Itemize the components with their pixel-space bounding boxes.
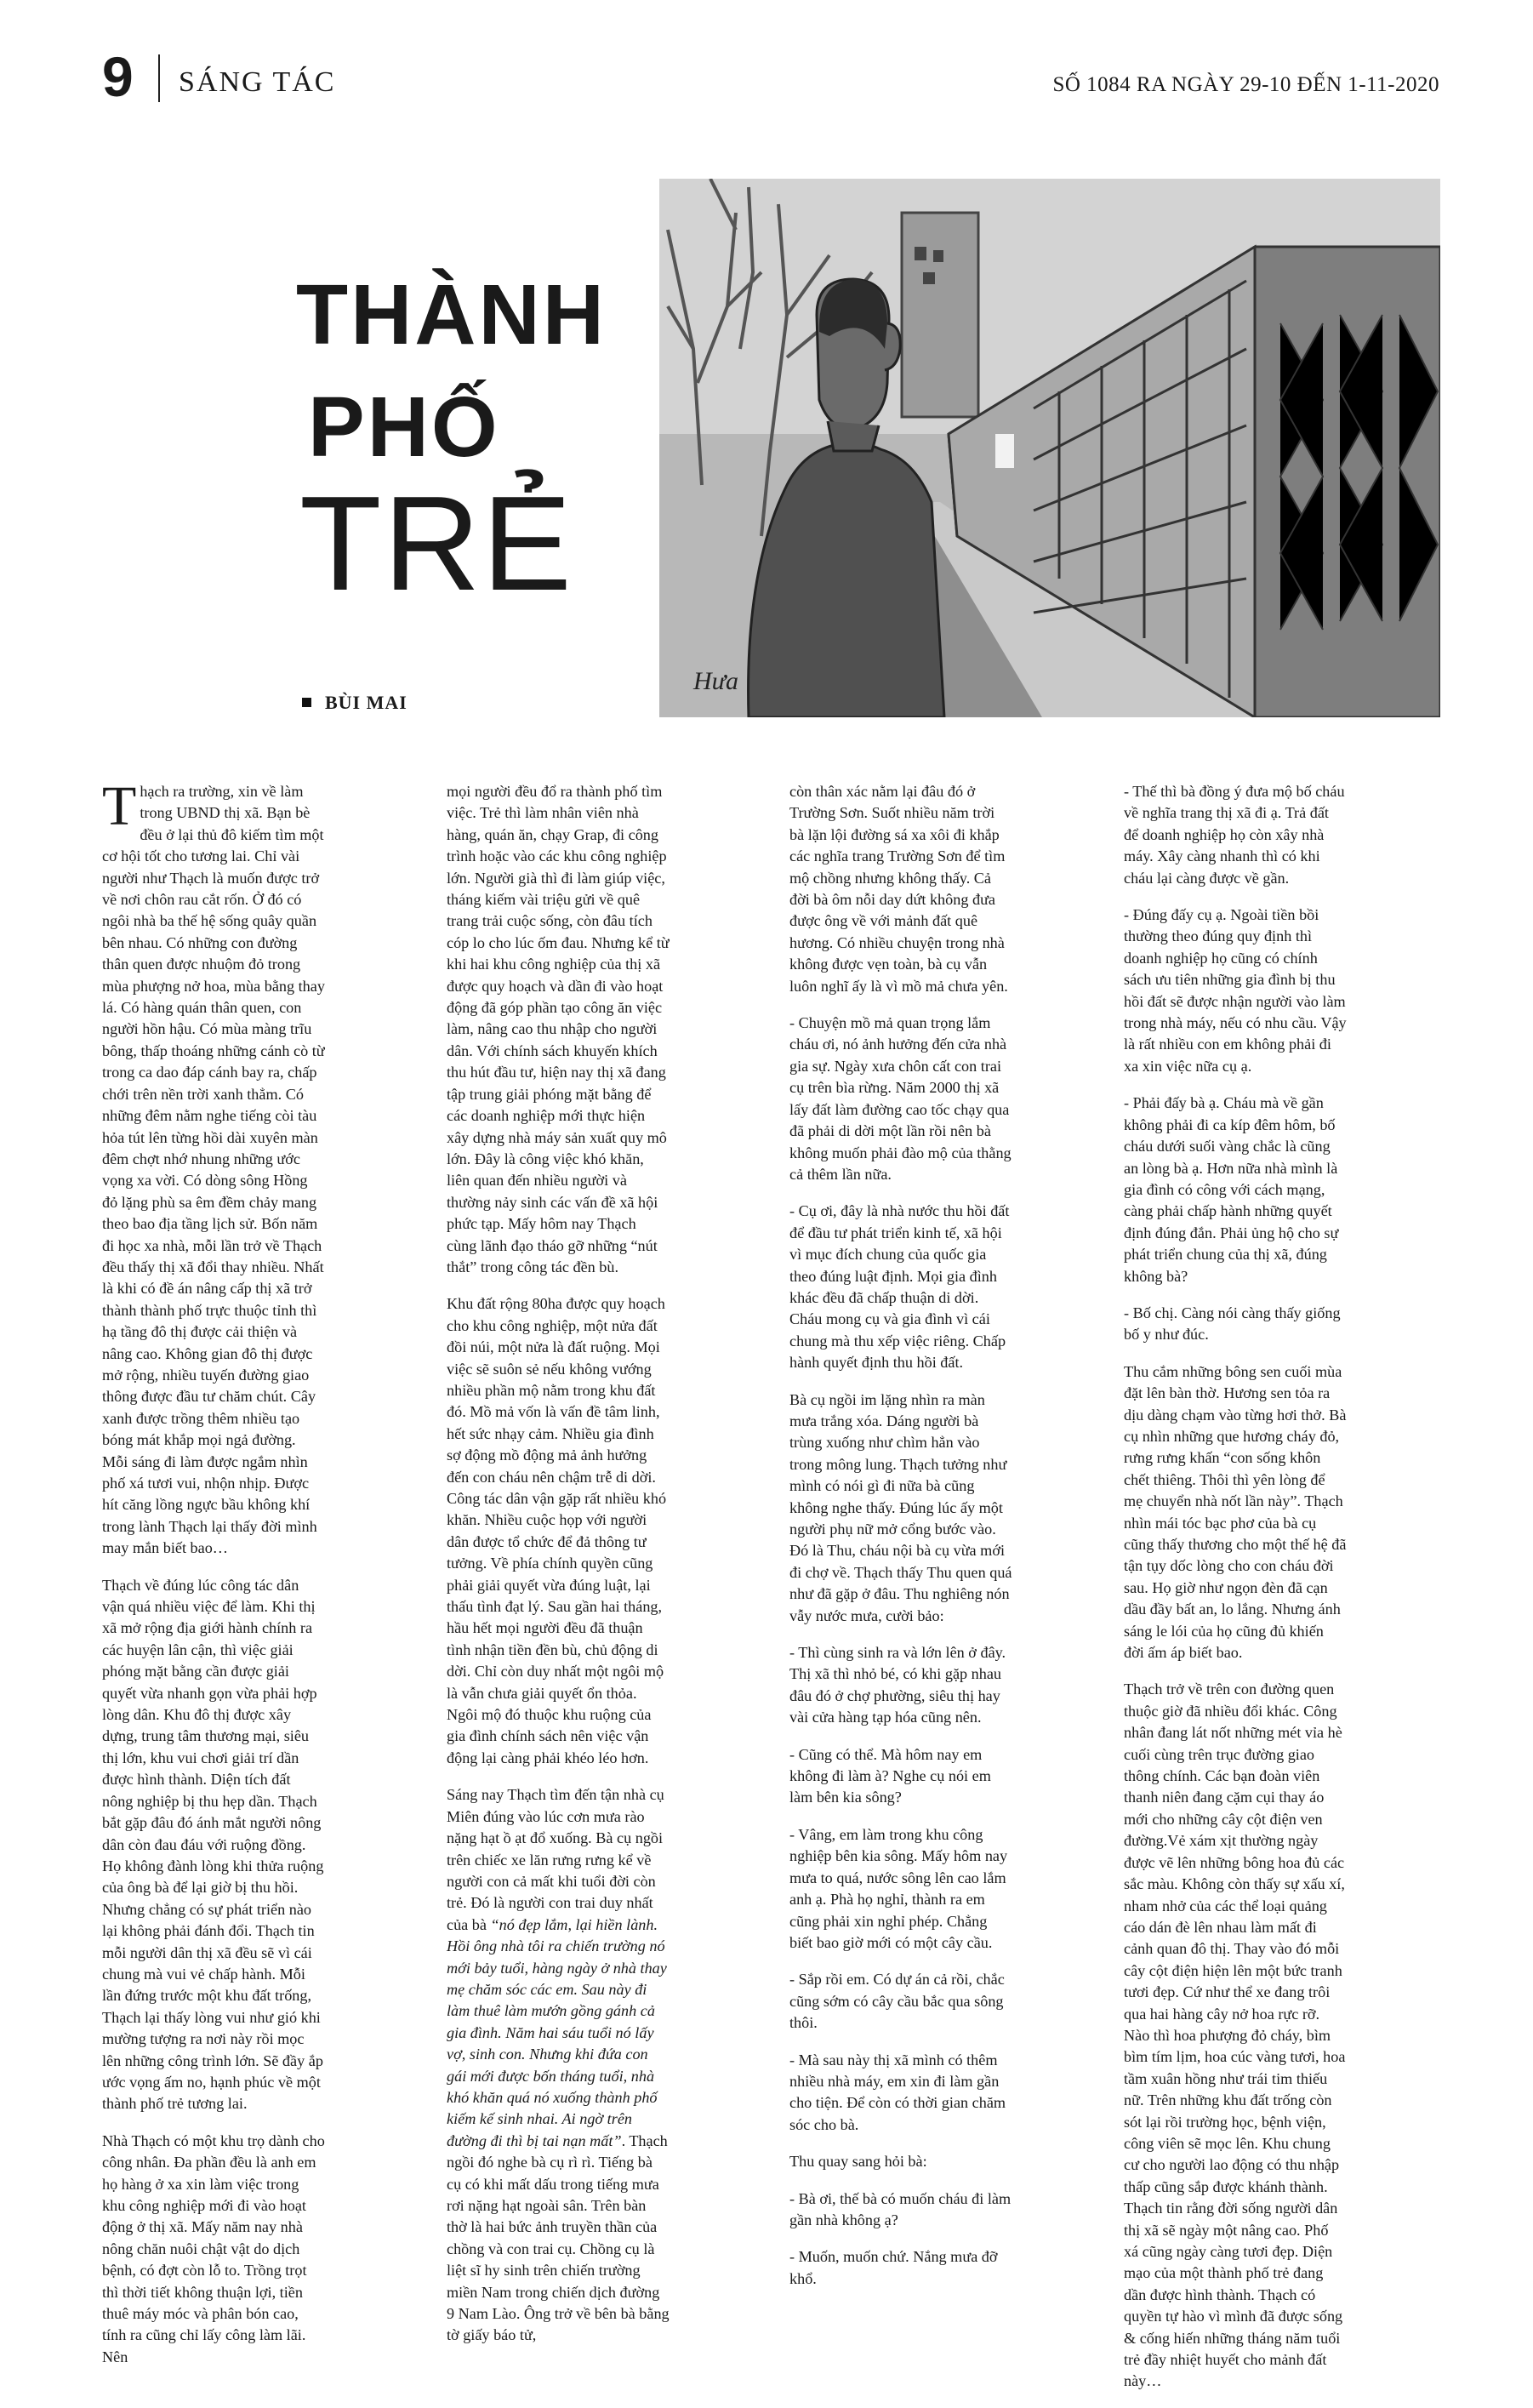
paragraph: - Phải đấy bà ạ. Cháu mà về gần không phải đi ca kíp đêm hôm, bố cháu dưới suối vàng chắc là cũng an lòng bà ạ. Hơn nữa nhà mình là gia đình có công với cách mạng, càng phải chấp hành những quyết định đúng đắn. Phải ủng hộ cho sự phát triển chung của thị xã, đúng không bà? <box>1124 1094 1339 1285</box>
paragraph: Sáng nay Thạch tìm đến tận nhà cụ Miên đúng vào lúc cơn mưa rào nặng hạt ồ ạt đổ xuống. Bà cụ ngồi trên chiếc xe lăn rưng rưng kể về người con cả mất khi tuổi đời còn trẻ. Đó là người con trai duy nhất của bà “nó đẹp lắm, lại hiền lành. Hồi ông nhà tôi ra chiến trường nó mới bảy tuổi, hàng ngày ở nhà thay mẹ chăm sóc các em. Sau này đi làm thuê làm mướn gồng gánh cả gia đình. Năm hai sáu tuổi nó lấy vợ, sinh con. Nhưng khi đứa con gái mới được bốn tháng tuổi, nhà khó khăn quá nó xuống thành phố kiếm kế sinh nhai. Ai ngờ trên đường đi thì bị tai nạn mất”. Thạch ngồi đó nghe bà cụ rì rì. Tiếng bà cụ có khi mất dấu trong tiếng mưa rơi nặng hạt ngoài sân. Trên bàn thờ là hai bức ảnh truyền thần của chồng và con trai cụ. Chồng cụ là liệt sĩ hy sinh trên chiến trường miền Nam trong chiến dịch đường 9 Nam Lào. Ông trở về bên bà bằng tờ giấy báo tử, <box>447 1786 670 2344</box>
article-title-line1: THÀNH <box>296 267 607 362</box>
author-byline <box>302 692 407 714</box>
paragraph: Thạch về đúng lúc công tác dân vận quá nhiều việc để làm. Khi thị xã mở rộng địa giới hành chính ra các huyện lân cận, thì việc giải phóng mặt bằng cần được giải quyết vừa nhanh gọn vừa phải hợp lòng dân. Khu đô thị được xây dựng, trung tâm thương mại, siêu thị lớn, khu vui chơi giải trí dần được hình thành. Diện tích đất nông nghiệp bị thu hẹp dần. Thạch bắt gặp đâu đó ánh mắt người nông dân còn đau đáu với ruộng đồng. Họ không đành lòng khi thửa ruộng của ông bà để lại giờ bị thu hồi. Nhưng chẳng có sự phát triển nào lại không phải đánh đổi. Thạch tin mỗi người dân thị xã đều sẽ vì cái chung mà vui vẻ chấp hành. Mỗi lần đứng trước một khu đất trống, Thạch lại thấy lòng vui như gió khi mường tượng ra nơi này rồi mọc lên những công trình lớn. Sẽ đầy ắp ước vọng ấm no, hạnh phúc về một thành phố trẻ tương lai. <box>102 1576 324 2113</box>
illustration <box>659 179 1440 717</box>
paragraph: - Chuyện mồ mả quan trọng lắm cháu ơi, nó ảnh hưởng đến cửa nhà gia sự. Ngày xưa chôn cất con trai cụ trên bìa rừng. Năm 2000 thị xã lấy đất làm đường cao tốc chạy qua đã phải di dời một lần rồi nên bà không muốn phải đào mộ của thằng cả thêm lần nữa. <box>789 1014 1012 1183</box>
article-column-2 <box>447 781 670 2362</box>
article-column-4 <box>1124 781 1347 2408</box>
paragraph: còn thân xác nằm lại đâu đó ở Trường Sơn. Suốt nhiều năm trời bà lặn lội đường sá xa xôi đi khắp các nghĩa trang Trường Sơn để tìm mộ chồng nhưng không thấy. Cả đời bà ôm nỗi day dứt không đưa được ông về với mảnh đất quê hương. Có nhiều chuyện trong nhà không được vẹn toàn, bà cụ vẫn luôn nghĩ ấy là vì mồ mả chưa yên. <box>789 783 1008 995</box>
paragraph: Khu đất rộng 80ha được quy hoạch cho khu công nghiệp, một nửa đất đồi núi, một nửa là đất ruộng. Mọi việc sẽ suôn sẻ nếu không vướng nhiều phần mộ nằm trong khu đất đó. Mồ mả vốn là vấn đề tâm linh, hết sức nhạy cảm. Nhiều gia đình sợ động mồ động mả ảnh hưởng đến con cháu nên chậm trễ di dời. Công tác dân vận gặp rất nhiều khó khăn. Nhiều cuộc họp với người dân được tổ chức để đả thông tư tưởng. Về phía chính quyền cũng phải giải quyết vừa đúng luật, lại thấu tình đạt lý. Sau gần hai tháng, hầu hết mọi người đều đã thuận tình nhận tiền đền bù, chủ động di dời. Chỉ còn duy nhất một ngôi mộ là vẫn chưa giải quyết ổn thỏa. Ngôi mộ đó thuộc khu ruộng của gia đình chính sách nên việc vận động lại càng phải khéo léo hơn. <box>447 1295 667 1766</box>
paragraph: - Mà sau này thị xã mình có thêm nhiều nhà máy, em xin đi làm gần cho tiện. Để còn có thời gian chăm sóc cho bà. <box>789 2051 1006 2133</box>
paragraph: Thu cắm những bông sen cuối mùa đặt lên bàn thờ. Hương sen tỏa ra dịu dàng chạm vào từng hơi thở. Bà cụ nhìn những que hương cháy đỏ, rưng rưng khấn “con sống khôn chết thiêng. Thôi thì yên lòng để mẹ chuyển nhà nốt lần này”. Thạch nhìn mái tóc bạc phơ của bà cụ cũng thấy thương cho một thế hệ đã tận tụy dốc lòng cho con cháu đời sau. Họ giờ như ngọn đèn đã cạn dầu đầy bất an, lo lắng. Nhưng ánh sáng le lói của họ cũng đủ khiến đời ấm áp biết bao. <box>1124 1362 1347 1662</box>
page-number: 9 <box>102 45 134 108</box>
section-name: SÁNG TÁC <box>179 66 336 98</box>
paragraph: - Bố chị. Càng nói càng thấy giống bố y như đúc. <box>1124 1304 1341 1344</box>
paragraph: - Thế thì bà đồng ý đưa mộ bố cháu về nghĩa trang thị xã đi ạ. Trả đất để doanh nghiệp họ còn xây nhà máy. Xây càng nhanh thì có khi cháu lại càng được về gần. <box>1124 783 1345 887</box>
paragraph: Bà cụ ngồi im lặng nhìn ra màn mưa trắng xóa. Dáng người bà trùng xuống như chìm hẳn vào trong mông lung. Thạch tưởng như mình có nói gì đi nữa bà cũng không nghe thấy. Đúng lúc ấy một người phụ nữ mở cổng bước vào. Đó là Thu, cháu nội bà cụ vừa mới đi chợ về. Thạch thấy Thu quen quá như đã gặp ở đâu. Thu nghiêng nón vẫy nước mưa, cười bảo: <box>789 1390 1012 1624</box>
page-header <box>102 43 1439 111</box>
article-title-line3: TRẺ <box>299 469 573 619</box>
issue-info: SỐ 1084 RA NGÀY 29-10 ĐẾN 1-11-2020 <box>1052 73 1439 96</box>
paragraph: - Bà ơi, thế bà có muốn cháu đi làm gần nhà không ạ? <box>789 2189 1012 2228</box>
drop-cap: T <box>102 775 137 837</box>
paragraph: - Muốn, muốn chứ. Nắng mưa đỡ khổ. <box>789 2248 998 2287</box>
header-divider <box>158 54 160 102</box>
paragraph: Thạch trở về trên con đường quen thuộc giờ đã nhiều đổi khác. Công nhân đang lát nốt những mét vỉa hè cuối cùng trên trục đường giao thông chính. Các bạn đoàn viên thanh niên đang cặm cụi thay áo mới cho những cây cột điện ven đường.Vẻ xám xịt thường ngày được vẽ lên những bông hoa đủ các sắc màu. Không còn thấy sự xấu xí, nham nhở của các thể loại quảng cáo dán đè lên nhau làm mất đi cảnh quan đô thị. Thay vào đó mỗi cây cột điện hiện lên một bức tranh tươi đẹp. Cứ như thể xe đang trôi qua hai hàng cây nở hoa rực rỡ. Nào thì hoa phượng đỏ cháy, bìm bìm tím lịm, hoa cúc vàng tươi, hoa tầm xuân hồng như trái tim thiếu nữ. Trên những khu đất trống còn sót lại rồi trường học, bệnh viện, công viên sẽ mọc lên. Khu chung cư cho người lao động có thu nhập thấp cũng sắp được khánh thành. Thạch tin rằng đời sống người dân thị xã sẽ ngày một nâng cao. Phố xá cũng ngày càng tươi đẹp. Diện mạo của một thành phố trẻ đang dần được hình thành. Thạch có quyền tự hào vì mình đã được sống & cống hiến những tháng năm tuổi trẻ đầy nhiệt huyết cho mảnh đất này… <box>1124 1680 1346 2390</box>
paragraph: Nhà Thạch có một khu trọ dành cho công nhân. Đa phần đều là anh em họ hàng ở xa xin làm việc trong khu công nghiệp mới đi vào hoạt động ở thị xã. Mấy năm nay nhà nông chăn nuôi chật vật do dịch bệnh, có đợt còn lỗ to. Trồng trọt thì thời tiết không thuận lợi, tiền thuê máy móc và phân bón cao, tính ra cũng chỉ lấy công làm lãi. Nên <box>102 2131 325 2365</box>
article-column-1 <box>102 775 325 2383</box>
paragraph: - Sắp rồi em. Có dự án cả rồi, chắc cũng sớm có cây cầu bắc qua sông thôi. <box>789 1971 1005 2032</box>
paragraph: mọi người đều đổ ra thành phố tìm việc. Trẻ thì làm nhân viên nhà hàng, quán ăn, chạy Grap, đi công trình hoặc vào các khu công nghiệp lớn. Người già thì đi làm giúp việc, tháng kiếm vài triệu gửi về quê trang trải cuộc sống, còn đâu tích cóp lo cho lúc ốm đau. Nhưng kể từ khi hai khu công nghiệp của thị xã được quy hoạch và dần đi vào hoạt động đã góp phần tạo công ăn việc làm, nâng cao thu nhập cho người dân. Với chính sách khuyến khích thu hút đầu tư, hiện nay thị xã đang tập trung giải phóng mặt bằng để các doanh nghiệp mới thực hiện xây dựng nhà máy sản xuất quy mô lớn. Đây là công việc khó khăn, liên quan đến nhiều người và thường nảy sinh các vấn đề xã hội phức tạp. Mấy hôm nay Thạch cùng lãnh đạo tháo gỡ những “nút thắt” trong công tác đền bù. <box>447 783 670 1275</box>
quote-italic: “nó đẹp lắm, lại hiền lành. Hồi ông nhà tôi ra chiến trường nó mới bảy tuổi, hàng ngày ở nhà thay mẹ chăm sóc các em. Sau này đi làm thuê làm mướn gồng gánh cả gia đình. Năm hai sáu tuổi nó lấy vợ, sinh con. Nhưng khi đứa con gái mới được bốn tháng tuổi, nhà khó khăn quá nó xuống thành phố kiếm kế sinh nhai. Ai ngờ trên đường đi thì bị tai nạn mất” <box>447 1915 667 2149</box>
article-column-3 <box>789 781 1012 2305</box>
illustration-signature: Hưa <box>693 667 739 695</box>
paragraph: - Cụ ơi, đây là nhà nước thu hồi đất để đầu tư phát triển kinh tế, xã hội vì mục đích chung của quốc gia theo đúng luật định. Mọi gia đình khác đều đã chấp thuận di dời. Cháu mong cụ và gia đình vì cái chung mà thu xếp việc riêng. Chấp hành quyết định thu hồi đất. <box>789 1202 1010 1372</box>
article-title-line2: PHỐ <box>308 379 500 475</box>
paragraph: - Đúng đấy cụ ạ. Ngoài tiền bồi thường theo đúng quy định thì doanh nghiệp họ cũng có chính sách ưu tiên những gia đình bị thu hồi đất sẽ được nhận người vào làm trong nhà máy, nếu có nhu cầu. Vậy là rất nhiều con em không phải đi xa xin việc nữa cụ ạ. <box>1124 906 1347 1075</box>
paragraph: - Cũng có thể. Mà hôm nay em không đi làm à? Nghe cụ nói em làm bên kia sông? <box>789 1745 991 1806</box>
paragraph: Thạch ra trường, xin về làm trong UBND thị xã. Bạn bè đều ở lại thủ đô kiếm tìm một cơ hội tốt cho tương lai. Chỉ vài người như Thạch là muốn được trở về nơi chôn rau cắt rốn. Ở đó có ngôi nhà ba thế hệ sống quây quần bên nhau. Có những con đường thân quen được nhuộm đỏ trong mùa phượng nở hoa, mùa bằng thay lá. Có hàng quán thân quen, con người hồn hậu. Có mùa màng trĩu bông, thấp thoáng những cánh cò từ trong ca dao đáp cánh bay ra, chấp chới trên nền trời xanh thẳm. Có những đêm nằm nghe tiếng còi tàu hỏa tút lên từng hồi dài xuyên màn đêm chợt nhớ nhung những ước vọng xa vời. Có dòng sông Hồng đỏ lặng phù sa êm đềm chảy mang theo bao địa tầng lịch sử. Bốn năm đi học xa nhà, mỗi lần trở về Thạch đều thấy thị xã đổi thay nhiều. Nhất là khi có đề án nâng cấp thị xã trở thành thành phố trực thuộc tỉnh thì hạ tầng đô thị được cải thiện và nâng cao. Không gian đô thị được mở rộng, nhiều tuyến đường giao thông được đầu tư chăm chút. Cây xanh được trồng thêm nhiều tạo bóng mát khắp mọi ngả đường. Mỗi sáng đi làm được ngắm nhìn phố xá tươi vui, nhộn nhịp. Được hít căng lồng ngực bầu không khí trong lành Thạch lại thấy đời mình may mắn biết bao… <box>102 775 325 1557</box>
author-name: BÙI MAI <box>325 692 407 713</box>
paragraph: Thu quay sang hỏi bà: <box>789 2153 927 2171</box>
paragraph: - Vâng, em làm trong khu công nghiệp bên kia sông. Mấy hôm nay mưa to quá, nước sông lên cao lắm anh ạ. Phà họ nghỉ, thành ra em cũng phải xin nghỉ phép. Chẳng biết bao giờ mới có một cây cầu. <box>789 1825 1008 1951</box>
bullet-square-icon <box>302 698 311 707</box>
paragraph: - Thì cùng sinh ra và lớn lên ở đây. Thị xã thì nhỏ bé, có khi gặp nhau đâu đó ở chợ phường, siêu thị hay vài cửa hàng tạp hóa cũng nên. <box>789 1644 1006 1726</box>
